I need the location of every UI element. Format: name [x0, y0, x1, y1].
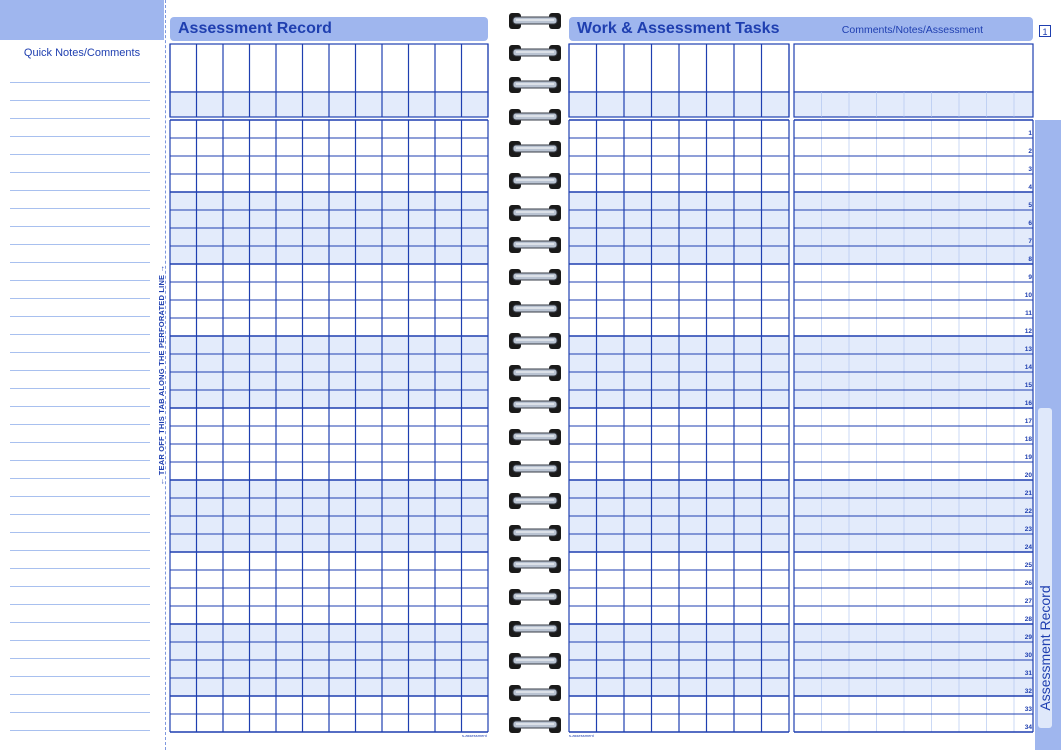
- row-number: 14: [1024, 364, 1032, 371]
- assessment-record-title: Assessment Record: [178, 20, 332, 37]
- row-number: 1: [1028, 130, 1032, 137]
- row-number: 33: [1024, 706, 1032, 713]
- side-tab-label: Assessment Record: [1037, 585, 1053, 711]
- row-number: 21: [1024, 490, 1032, 497]
- row-number: 27: [1024, 598, 1032, 605]
- row-number: 32: [1024, 688, 1032, 695]
- row-number: 18: [1024, 436, 1032, 443]
- row-number: 2: [1028, 148, 1032, 155]
- row-number: 5: [1028, 202, 1032, 209]
- row-number: 9: [1028, 274, 1032, 281]
- row-number: 4: [1028, 184, 1032, 191]
- quick-notes-header-label: Quick Notes/Comments: [23, 47, 141, 59]
- row-number: 22: [1024, 508, 1032, 515]
- row-number: 23: [1024, 526, 1032, 533]
- right-footer-mark: s-assessment: [569, 733, 594, 738]
- work-tasks-title: Work & Assessment Tasks: [577, 20, 780, 37]
- page-number: 1: [1039, 25, 1051, 37]
- row-number: 10: [1024, 292, 1032, 299]
- row-number: 13: [1024, 346, 1032, 353]
- row-number: 6: [1028, 220, 1032, 227]
- row-number: 34: [1024, 724, 1032, 731]
- tear-off-instruction: ← TEAR OFF THIS TAB ALONG THE PERFORATED LINE →: [157, 264, 166, 486]
- row-number: 24: [1024, 544, 1032, 551]
- row-number: 30: [1024, 652, 1032, 659]
- row-number: 29: [1024, 634, 1032, 641]
- row-number: 26: [1024, 580, 1032, 587]
- left-footer-mark: s-assessment: [462, 733, 487, 738]
- row-number: 7: [1028, 238, 1032, 245]
- row-number: 8: [1028, 256, 1032, 263]
- row-number: 31: [1024, 670, 1032, 677]
- row-number: 20: [1024, 472, 1032, 479]
- row-number: 11: [1025, 310, 1032, 317]
- comments-subheader-box: [794, 92, 1033, 117]
- row-number: 17: [1024, 418, 1032, 425]
- row-number: 28: [1024, 616, 1032, 623]
- row-number: 19: [1024, 454, 1032, 461]
- row-number: 12: [1024, 328, 1032, 335]
- row-number: 3: [1028, 166, 1032, 173]
- row-number: 25: [1024, 562, 1032, 569]
- row-number: 15: [1024, 382, 1032, 389]
- comments-notes-subtitle: Comments/Notes/Assessment: [841, 24, 983, 36]
- comments-header-box: [794, 44, 1033, 92]
- row-number: 16: [1024, 400, 1032, 407]
